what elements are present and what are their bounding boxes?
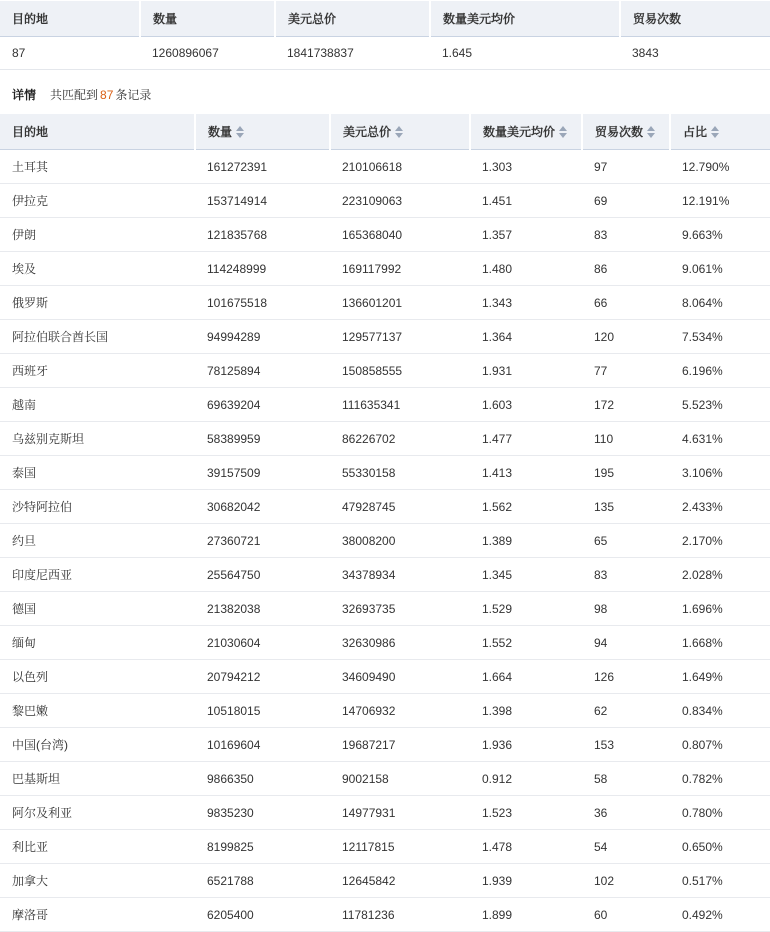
detail-cell-trade-count: 60: [582, 898, 670, 932]
detail-cell-destination: 缅甸: [0, 626, 195, 660]
detail-cell-destination: 越南: [0, 388, 195, 422]
detail-cell-quantity: 9866350: [195, 762, 330, 796]
detail-cell-avg-price: 1.552: [470, 626, 582, 660]
detail-cell-trade-count: 97: [582, 150, 670, 184]
table-row: [0, 660, 770, 694]
detail-cell-trade-count: 83: [582, 218, 670, 252]
table-row: [0, 218, 770, 252]
detail-cell-avg-price: 1.523: [470, 796, 582, 830]
detail-cell-share: 6.196%: [670, 354, 770, 388]
detail-cell-share: 8.064%: [670, 286, 770, 320]
detail-cell-destination: 西班牙: [0, 354, 195, 388]
detail-cell-share: 1.696%: [670, 592, 770, 626]
table-row: [0, 728, 770, 762]
detail-cell-destination: 中国(台湾): [0, 728, 195, 762]
sort-arrows-icon[interactable]: [559, 126, 568, 138]
detail-cell-usd-total: 9002158: [330, 762, 470, 796]
detail-header-trade-count-label: 贸易次数: [595, 125, 644, 139]
detail-cell-trade-count: 98: [582, 592, 670, 626]
summary-cell-destination: 87: [0, 37, 140, 70]
detail-cell-avg-price: 1.477: [470, 422, 582, 456]
detail-cell-quantity: 6205400: [195, 898, 330, 932]
detail-cell-share: 0.834%: [670, 694, 770, 728]
detail-cell-quantity: 161272391: [195, 150, 330, 184]
detail-cell-share: 0.780%: [670, 796, 770, 830]
detail-cell-destination: 巴基斯坦: [0, 762, 195, 796]
detail-cell-share: 5.523%: [670, 388, 770, 422]
table-row: [0, 694, 770, 728]
detail-cell-trade-count: 153: [582, 728, 670, 762]
table-row: [0, 864, 770, 898]
detail-cell-destination: 以色列: [0, 660, 195, 694]
summary-cell-avg-price: 1.645: [430, 37, 620, 70]
detail-cell-avg-price: 1.664: [470, 660, 582, 694]
summary-table: [0, 0, 770, 70]
detail-table-body: [0, 150, 770, 932]
detail-cell-destination: 摩洛哥: [0, 898, 195, 932]
detail-count-suffix: 条记录: [115, 88, 152, 102]
detail-cell-quantity: 27360721: [195, 524, 330, 558]
detail-cell-destination: 沙特阿拉伯: [0, 490, 195, 524]
detail-cell-trade-count: 195: [582, 456, 670, 490]
detail-cell-usd-total: 32630986: [330, 626, 470, 660]
detail-cell-usd-total: 55330158: [330, 456, 470, 490]
table-row: [0, 592, 770, 626]
detail-cell-trade-count: 65: [582, 524, 670, 558]
summary-row: [0, 37, 770, 70]
detail-cell-quantity: 25564750: [195, 558, 330, 592]
detail-cell-share: 1.668%: [670, 626, 770, 660]
detail-cell-avg-price: 1.478: [470, 830, 582, 864]
detail-cell-usd-total: 210106618: [330, 150, 470, 184]
detail-cell-trade-count: 83: [582, 558, 670, 592]
detail-cell-trade-count: 69: [582, 184, 670, 218]
table-row: [0, 830, 770, 864]
detail-cell-destination: 利比亚: [0, 830, 195, 864]
detail-cell-usd-total: 14706932: [330, 694, 470, 728]
detail-cell-destination: 阿尔及利亚: [0, 796, 195, 830]
detail-cell-avg-price: 1.413: [470, 456, 582, 490]
table-row: [0, 762, 770, 796]
detail-cell-avg-price: 1.931: [470, 354, 582, 388]
sort-arrows-icon[interactable]: [395, 126, 404, 138]
detail-cell-share: 7.534%: [670, 320, 770, 354]
detail-cell-trade-count: 62: [582, 694, 670, 728]
detail-cell-destination: 土耳其: [0, 150, 195, 184]
detail-cell-share: 2.433%: [670, 490, 770, 524]
detail-cell-quantity: 21382038: [195, 592, 330, 626]
detail-cell-avg-price: 1.480: [470, 252, 582, 286]
table-row: [0, 796, 770, 830]
table-row: [0, 898, 770, 932]
summary-header-avg-price: 数量美元均价: [430, 1, 620, 37]
detail-header-avg-price[interactable]: [470, 114, 582, 150]
detail-cell-avg-price: 1.303: [470, 150, 582, 184]
summary-header-destination: 目的地: [0, 1, 140, 37]
table-row: [0, 150, 770, 184]
detail-cell-usd-total: 12117815: [330, 830, 470, 864]
detail-cell-usd-total: 129577137: [330, 320, 470, 354]
detail-cell-destination: 埃及: [0, 252, 195, 286]
detail-header-trade-count[interactable]: [582, 114, 670, 150]
detail-header-destination: [0, 114, 195, 150]
detail-cell-avg-price: 1.357: [470, 218, 582, 252]
detail-cell-quantity: 10169604: [195, 728, 330, 762]
table-row: [0, 422, 770, 456]
detail-cell-share: 2.028%: [670, 558, 770, 592]
detail-cell-trade-count: 120: [582, 320, 670, 354]
detail-cell-avg-price: 1.939: [470, 864, 582, 898]
detail-cell-share: 0.517%: [670, 864, 770, 898]
detail-cell-trade-count: 86: [582, 252, 670, 286]
detail-cell-trade-count: 172: [582, 388, 670, 422]
detail-cell-trade-count: 54: [582, 830, 670, 864]
detail-cell-usd-total: 14977931: [330, 796, 470, 830]
detail-cell-destination: 俄罗斯: [0, 286, 195, 320]
detail-header-share[interactable]: [670, 114, 770, 150]
detail-cell-quantity: 39157509: [195, 456, 330, 490]
detail-cell-avg-price: 1.451: [470, 184, 582, 218]
detail-cell-trade-count: 77: [582, 354, 670, 388]
detail-cell-share: 9.663%: [670, 218, 770, 252]
detail-cell-quantity: 101675518: [195, 286, 330, 320]
detail-cell-quantity: 153714914: [195, 184, 330, 218]
detail-cell-share: 0.650%: [670, 830, 770, 864]
table-row: [0, 456, 770, 490]
detail-header-avg-price-label: 数量美元均价: [483, 125, 556, 139]
detail-cell-usd-total: 86226702: [330, 422, 470, 456]
detail-cell-usd-total: 11781236: [330, 898, 470, 932]
detail-cell-quantity: 21030604: [195, 626, 330, 660]
detail-cell-usd-total: 32693735: [330, 592, 470, 626]
detail-cell-share: 0.782%: [670, 762, 770, 796]
table-row: [0, 184, 770, 218]
detail-cell-trade-count: 135: [582, 490, 670, 524]
detail-count-number: 87: [100, 88, 114, 102]
detail-cell-usd-total: 165368040: [330, 218, 470, 252]
detail-cell-quantity: 9835230: [195, 796, 330, 830]
detail-cell-avg-price: 1.936: [470, 728, 582, 762]
detail-cell-trade-count: 126: [582, 660, 670, 694]
detail-cell-quantity: 10518015: [195, 694, 330, 728]
detail-cell-avg-price: 1.398: [470, 694, 582, 728]
detail-cell-usd-total: 136601201: [330, 286, 470, 320]
detail-cell-share: 12.790%: [670, 150, 770, 184]
detail-cell-trade-count: 58: [582, 762, 670, 796]
detail-cell-trade-count: 102: [582, 864, 670, 898]
detail-header-destination-label: 目的地: [12, 125, 49, 139]
table-row: [0, 388, 770, 422]
table-row: [0, 490, 770, 524]
detail-cell-quantity: 6521788: [195, 864, 330, 898]
summary-header-usd-total: 美元总价: [275, 1, 430, 37]
detail-cell-usd-total: 19687217: [330, 728, 470, 762]
detail-cell-quantity: 8199825: [195, 830, 330, 864]
detail-cell-usd-total: 34609490: [330, 660, 470, 694]
detail-cell-avg-price: 1.389: [470, 524, 582, 558]
detail-cell-trade-count: 94: [582, 626, 670, 660]
detail-cell-trade-count: 110: [582, 422, 670, 456]
table-row: [0, 320, 770, 354]
detail-cell-quantity: 114248999: [195, 252, 330, 286]
detail-cell-avg-price: 1.343: [470, 286, 582, 320]
detail-cell-share: 12.191%: [670, 184, 770, 218]
detail-cell-share: 9.061%: [670, 252, 770, 286]
detail-cell-usd-total: 150858555: [330, 354, 470, 388]
detail-cell-avg-price: 1.562: [470, 490, 582, 524]
detail-cell-share: 0.492%: [670, 898, 770, 932]
detail-cell-destination: 黎巴嫩: [0, 694, 195, 728]
detail-cell-usd-total: 169117992: [330, 252, 470, 286]
summary-header-row: [0, 1, 770, 37]
detail-title: 详情: [12, 88, 37, 102]
detail-cell-share: 4.631%: [670, 422, 770, 456]
detail-bar: [0, 70, 770, 113]
detail-cell-avg-price: 1.345: [470, 558, 582, 592]
detail-cell-destination: 加拿大: [0, 864, 195, 898]
detail-cell-usd-total: 111635341: [330, 388, 470, 422]
detail-table: [0, 113, 770, 932]
table-row: [0, 286, 770, 320]
detail-cell-destination: 阿拉伯联合酋长国: [0, 320, 195, 354]
detail-cell-share: 0.807%: [670, 728, 770, 762]
detail-cell-destination: 印度尼西亚: [0, 558, 195, 592]
detail-cell-usd-total: 47928745: [330, 490, 470, 524]
detail-cell-destination: 泰国: [0, 456, 195, 490]
detail-cell-avg-price: 1.364: [470, 320, 582, 354]
detail-cell-quantity: 94994289: [195, 320, 330, 354]
detail-cell-trade-count: 36: [582, 796, 670, 830]
detail-cell-quantity: 69639204: [195, 388, 330, 422]
summary-cell-usd-total: 1841738837: [275, 37, 430, 70]
detail-cell-quantity: 78125894: [195, 354, 330, 388]
detail-cell-destination: 伊拉克: [0, 184, 195, 218]
table-row: [0, 354, 770, 388]
detail-header-usd-total[interactable]: [330, 114, 470, 150]
summary-header-trade-count: 贸易次数: [620, 1, 770, 37]
detail-cell-quantity: 121835768: [195, 218, 330, 252]
table-row: [0, 252, 770, 286]
detail-cell-destination: 伊朗: [0, 218, 195, 252]
detail-cell-avg-price: 1.603: [470, 388, 582, 422]
detail-header-quantity[interactable]: [195, 114, 330, 150]
summary-header-quantity: 数量: [140, 1, 275, 37]
table-row: [0, 558, 770, 592]
sort-arrows-icon[interactable]: [711, 126, 720, 138]
detail-header-row: [0, 114, 770, 150]
detail-header-share-label: 占比: [683, 125, 708, 139]
summary-cell-trade-count: 3843: [620, 37, 770, 70]
detail-cell-quantity: 58389959: [195, 422, 330, 456]
detail-cell-avg-price: 1.899: [470, 898, 582, 932]
detail-count-prefix: 共匹配到: [50, 88, 99, 102]
detail-cell-avg-price: 0.912: [470, 762, 582, 796]
detail-cell-usd-total: 12645842: [330, 864, 470, 898]
detail-cell-usd-total: 223109063: [330, 184, 470, 218]
detail-header-usd-total-label: 美元总价: [343, 125, 392, 139]
detail-cell-share: 1.649%: [670, 660, 770, 694]
summary-cell-quantity: 1260896067: [140, 37, 275, 70]
detail-cell-trade-count: 66: [582, 286, 670, 320]
detail-cell-usd-total: 38008200: [330, 524, 470, 558]
detail-cell-usd-total: 34378934: [330, 558, 470, 592]
detail-cell-destination: 德国: [0, 592, 195, 626]
sort-arrows-icon[interactable]: [236, 126, 245, 138]
detail-cell-destination: 约旦: [0, 524, 195, 558]
detail-cell-destination: 乌兹别克斯坦: [0, 422, 195, 456]
table-row: [0, 626, 770, 660]
table-row: [0, 524, 770, 558]
detail-cell-quantity: 30682042: [195, 490, 330, 524]
detail-cell-quantity: 20794212: [195, 660, 330, 694]
sort-arrows-icon[interactable]: [647, 126, 656, 138]
detail-cell-share: 3.106%: [670, 456, 770, 490]
detail-cell-avg-price: 1.529: [470, 592, 582, 626]
detail-cell-share: 2.170%: [670, 524, 770, 558]
detail-header-quantity-label: 数量: [208, 125, 233, 139]
